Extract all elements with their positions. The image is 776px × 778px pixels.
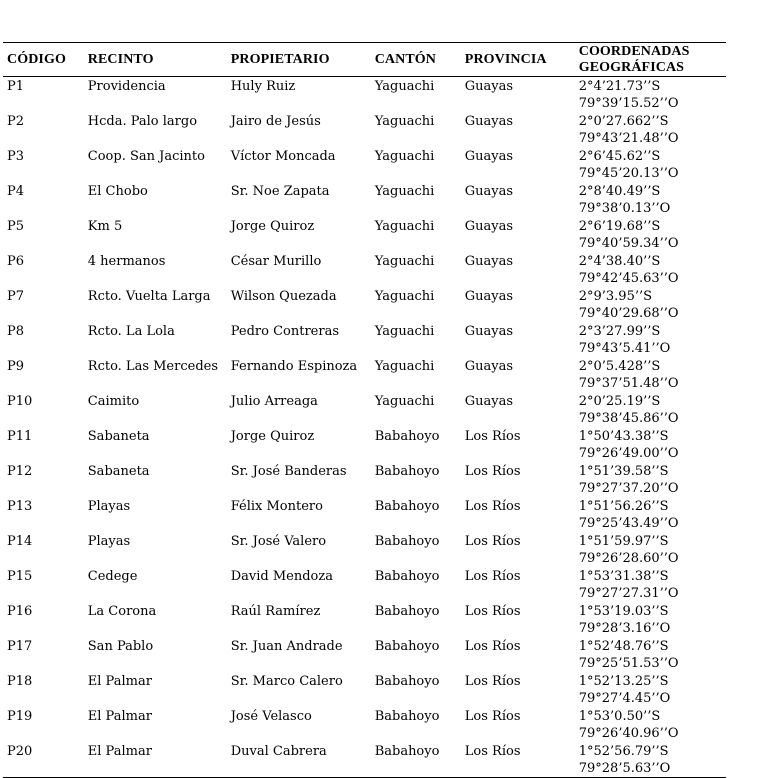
cell-latitude: 1°52’48.76’’S	[578, 639, 669, 654]
cell-longitude: 79°27’27.31’’O	[578, 586, 679, 601]
cell-recinto: Rcto. Las Mercedes	[87, 359, 219, 374]
cell-longitude: 79°42’45.63’’O	[578, 271, 679, 286]
cell-canton: Babahoyo	[374, 604, 440, 619]
cell-recinto: Playas	[87, 499, 131, 514]
cell-provincia: Los Ríos	[464, 464, 521, 479]
cell-latitude: 2°4’38.40’’S	[578, 254, 661, 269]
cell-recinto: Cedege	[87, 569, 138, 584]
cell-coordenadas	[575, 427, 726, 462]
cell-recinto: El Chobo	[87, 184, 148, 199]
cell-codigo: P20	[7, 744, 33, 759]
table-row	[3, 322, 726, 357]
header-propietario: PROPIETARIO	[230, 51, 330, 67]
cell-longitude: 79°45’20.13’’O	[578, 166, 679, 181]
cell-canton: Yaguachi	[374, 149, 435, 164]
cell-propietario: Sr. José Valero	[230, 534, 327, 549]
cell-canton: Yaguachi	[374, 114, 435, 129]
cell-coordenadas	[575, 77, 726, 113]
cell-propietario: Fernando Espinoza	[230, 359, 358, 374]
cell-propietario: Pedro Contreras	[230, 324, 339, 339]
cell-provincia: Guayas	[464, 324, 514, 339]
table-row	[3, 602, 726, 637]
cell-latitude: 2°3’27.99’’S	[578, 324, 661, 339]
table-row	[3, 252, 726, 287]
cell-canton: Babahoyo	[374, 709, 440, 724]
cell-propietario: Sr. Marco Calero	[230, 674, 343, 689]
cell-longitude: 79°40’59.34’’O	[578, 236, 679, 251]
cell-codigo: P17	[7, 639, 33, 654]
cell-latitude: 1°51’39.58’’S	[578, 464, 669, 479]
cell-coordenadas	[575, 567, 726, 602]
cell-codigo: P19	[7, 709, 33, 724]
cell-recinto: Playas	[87, 534, 131, 549]
cell-recinto: Caimito	[87, 394, 140, 409]
header-codigo: CÓDIGO	[7, 51, 66, 67]
cell-codigo: P16	[7, 604, 33, 619]
cell-codigo: P3	[7, 149, 25, 164]
cell-codigo: P1	[7, 79, 25, 94]
cell-recinto: San Pablo	[87, 639, 154, 654]
cell-latitude: 1°53’31.38’’S	[578, 569, 669, 584]
cell-canton: Babahoyo	[374, 674, 440, 689]
cell-recinto: La Corona	[87, 604, 157, 619]
cell-canton: Yaguachi	[374, 289, 435, 304]
cell-recinto: Providencia	[87, 79, 166, 94]
cell-codigo: P13	[7, 499, 33, 514]
cell-provincia: Los Ríos	[464, 429, 521, 444]
cell-canton: Babahoyo	[374, 744, 440, 759]
cell-provincia: Los Ríos	[464, 709, 521, 724]
cell-provincia: Los Ríos	[464, 639, 521, 654]
cell-longitude: 79°38’0.13’’O	[578, 201, 671, 216]
cell-coordenadas	[575, 602, 726, 637]
header-row	[3, 43, 726, 77]
cell-longitude: 79°26’49.00’’O	[578, 446, 679, 461]
cell-codigo: P14	[7, 534, 33, 549]
cell-provincia: Guayas	[464, 114, 514, 129]
cell-longitude: 79°27’4.45’’O	[578, 691, 671, 706]
cell-canton: Babahoyo	[374, 429, 440, 444]
table-row	[3, 672, 726, 707]
cell-coordenadas	[575, 357, 726, 392]
cell-longitude: 79°26’40.96’’O	[578, 726, 679, 741]
cell-latitude: 2°8’40.49’’S	[578, 184, 661, 199]
cell-latitude: 1°53’0.50’’S	[578, 709, 661, 724]
header-coordenadas-line2: GEOGRÁFICAS	[578, 60, 685, 75]
cell-codigo: P7	[7, 289, 25, 304]
cell-propietario: Julio Arreaga	[230, 394, 318, 409]
table-row	[3, 742, 726, 778]
cell-propietario: Félix Montero	[230, 499, 323, 514]
table-row	[3, 357, 726, 392]
cell-canton: Babahoyo	[374, 639, 440, 654]
cell-codigo: P4	[7, 184, 25, 199]
cell-codigo: P15	[7, 569, 33, 584]
cell-longitude: 79°37’51.48’’O	[578, 376, 679, 391]
cell-canton: Yaguachi	[374, 79, 435, 94]
cell-longitude: 79°43’5.41’’O	[578, 341, 671, 356]
table-row	[3, 532, 726, 567]
cell-codigo: P2	[7, 114, 25, 129]
cell-recinto: Sabaneta	[87, 464, 150, 479]
cell-longitude: 79°25’43.49’’O	[578, 516, 679, 531]
cell-coordenadas	[575, 322, 726, 357]
cell-codigo: P8	[7, 324, 25, 339]
table-row	[3, 427, 726, 462]
cell-provincia: Guayas	[464, 359, 514, 374]
cell-coordenadas	[575, 742, 726, 778]
cell-propietario: César Murillo	[230, 254, 322, 269]
cell-provincia: Los Ríos	[464, 744, 521, 759]
cell-longitude: 79°40’29.68’’O	[578, 306, 679, 321]
cell-recinto: Rcto. Vuelta Larga	[87, 289, 211, 304]
cell-codigo: P6	[7, 254, 25, 269]
cell-latitude: 1°53’19.03’’S	[578, 604, 669, 619]
cell-provincia: Los Ríos	[464, 604, 521, 619]
cell-canton: Babahoyo	[374, 464, 440, 479]
cell-propietario: Wilson Quezada	[230, 289, 337, 304]
table-row	[3, 637, 726, 672]
cell-recinto: Km 5	[87, 219, 123, 234]
cell-coordenadas	[575, 707, 726, 742]
table-row	[3, 287, 726, 322]
cell-canton: Babahoyo	[374, 499, 440, 514]
table-body	[3, 77, 726, 778]
table-row	[3, 182, 726, 217]
table-row	[3, 497, 726, 532]
cell-canton: Yaguachi	[374, 219, 435, 234]
cell-codigo: P5	[7, 219, 25, 234]
cell-latitude: 2°0’25.19’’S	[578, 394, 661, 409]
cell-provincia: Los Ríos	[464, 674, 521, 689]
cell-codigo: P9	[7, 359, 25, 374]
cell-recinto: 4 hermanos	[87, 254, 166, 269]
cell-recinto: El Palmar	[87, 744, 152, 759]
cell-propietario: Raúl Ramírez	[230, 604, 321, 619]
cell-latitude: 1°51’56.26’’S	[578, 499, 669, 514]
cell-coordenadas	[575, 252, 726, 287]
cell-coordenadas	[575, 112, 726, 147]
cell-longitude: 79°27’37.20’’O	[578, 481, 679, 496]
cell-provincia: Los Ríos	[464, 534, 521, 549]
cell-canton: Yaguachi	[374, 254, 435, 269]
cell-codigo: P11	[7, 429, 33, 444]
cell-latitude: 2°6’19.68’’S	[578, 219, 661, 234]
cell-canton: Yaguachi	[374, 184, 435, 199]
cell-coordenadas	[575, 672, 726, 707]
cell-longitude: 79°43’21.48’’O	[578, 131, 679, 146]
cell-recinto: Sabaneta	[87, 429, 150, 444]
table-row	[3, 707, 726, 742]
cell-coordenadas	[575, 392, 726, 427]
table-row	[3, 77, 726, 113]
cell-provincia: Guayas	[464, 149, 514, 164]
cell-coordenadas	[575, 182, 726, 217]
cell-provincia: Guayas	[464, 254, 514, 269]
table-row	[3, 392, 726, 427]
cell-codigo: P12	[7, 464, 33, 479]
table-row	[3, 567, 726, 602]
cell-canton: Yaguachi	[374, 324, 435, 339]
cell-recinto: Rcto. La Lola	[87, 324, 175, 339]
cell-propietario: Sr. Juan Andrade	[230, 639, 343, 654]
cell-provincia: Guayas	[464, 79, 514, 94]
table-row	[3, 462, 726, 497]
cell-latitude: 2°0’5.428’’S	[578, 359, 661, 374]
cell-propietario: David Mendoza	[230, 569, 333, 584]
cell-latitude: 2°0’27.662’’S	[578, 114, 669, 129]
cell-longitude: 79°25’51.53’’O	[578, 656, 679, 671]
cell-latitude: 1°51’59.97’’S	[578, 534, 669, 549]
cell-provincia: Guayas	[464, 394, 514, 409]
cell-longitude: 79°38’45.86’’O	[578, 411, 679, 426]
header-canton: CANTÓN	[374, 51, 436, 67]
cell-provincia: Los Ríos	[464, 499, 521, 514]
cell-longitude: 79°28’5.63’’O	[578, 761, 671, 776]
cell-latitude: 2°9’3.95’’S	[578, 289, 653, 304]
cell-canton: Yaguachi	[374, 394, 435, 409]
header-provincia: PROVINCIA	[464, 51, 547, 67]
cell-provincia: Guayas	[464, 219, 514, 234]
cell-latitude: 1°50’43.38’’S	[578, 429, 669, 444]
cell-provincia: Guayas	[464, 289, 514, 304]
cell-canton: Babahoyo	[374, 569, 440, 584]
cell-longitude: 79°39’15.52’’O	[578, 96, 679, 111]
cell-coordenadas	[575, 217, 726, 252]
cell-propietario: Víctor Moncada	[230, 149, 336, 164]
cell-propietario: Huly Ruiz	[230, 79, 296, 94]
cell-codigo: P18	[7, 674, 33, 689]
cell-propietario: Sr. Noe Zapata	[230, 184, 330, 199]
cell-longitude: 79°28’3.16’’O	[578, 621, 671, 636]
cell-recinto: Hcda. Palo largo	[87, 114, 198, 129]
sampling-sites-table	[3, 42, 726, 778]
cell-latitude: 1°52’56.79’’S	[578, 744, 669, 759]
cell-coordenadas	[575, 287, 726, 322]
cell-longitude: 79°26’28.60’’O	[578, 551, 679, 566]
cell-propietario: Jorge Quiroz	[230, 429, 315, 444]
table-header	[3, 43, 726, 77]
cell-latitude: 2°4’21.73’’S	[578, 79, 661, 94]
cell-coordenadas	[575, 147, 726, 182]
cell-propietario: Duval Cabrera	[230, 744, 327, 759]
cell-latitude: 1°52’13.25’’S	[578, 674, 669, 689]
cell-codigo: P10	[7, 394, 33, 409]
cell-provincia: Guayas	[464, 184, 514, 199]
cell-recinto: El Palmar	[87, 674, 152, 689]
cell-coordenadas	[575, 532, 726, 567]
header-recinto: RECINTO	[87, 51, 154, 67]
cell-canton: Yaguachi	[374, 359, 435, 374]
cell-propietario: Sr. José Banderas	[230, 464, 347, 479]
cell-propietario: José Velasco	[230, 709, 312, 724]
cell-provincia: Los Ríos	[464, 569, 521, 584]
cell-canton: Babahoyo	[374, 534, 440, 549]
header-coordenadas-line1: COORDENADAS	[578, 44, 690, 59]
cell-recinto: Coop. San Jacinto	[87, 149, 205, 164]
cell-coordenadas	[575, 497, 726, 532]
cell-propietario: Jairo de Jesús	[230, 114, 321, 129]
header-coordenadas	[575, 43, 726, 77]
table-row	[3, 217, 726, 252]
cell-coordenadas	[575, 462, 726, 497]
cell-latitude: 2°6’45.62’’S	[578, 149, 661, 164]
table-row	[3, 147, 726, 182]
cell-recinto: El Palmar	[87, 709, 152, 724]
cell-coordenadas	[575, 637, 726, 672]
table-row	[3, 112, 726, 147]
cell-propietario: Jorge Quiroz	[230, 219, 315, 234]
